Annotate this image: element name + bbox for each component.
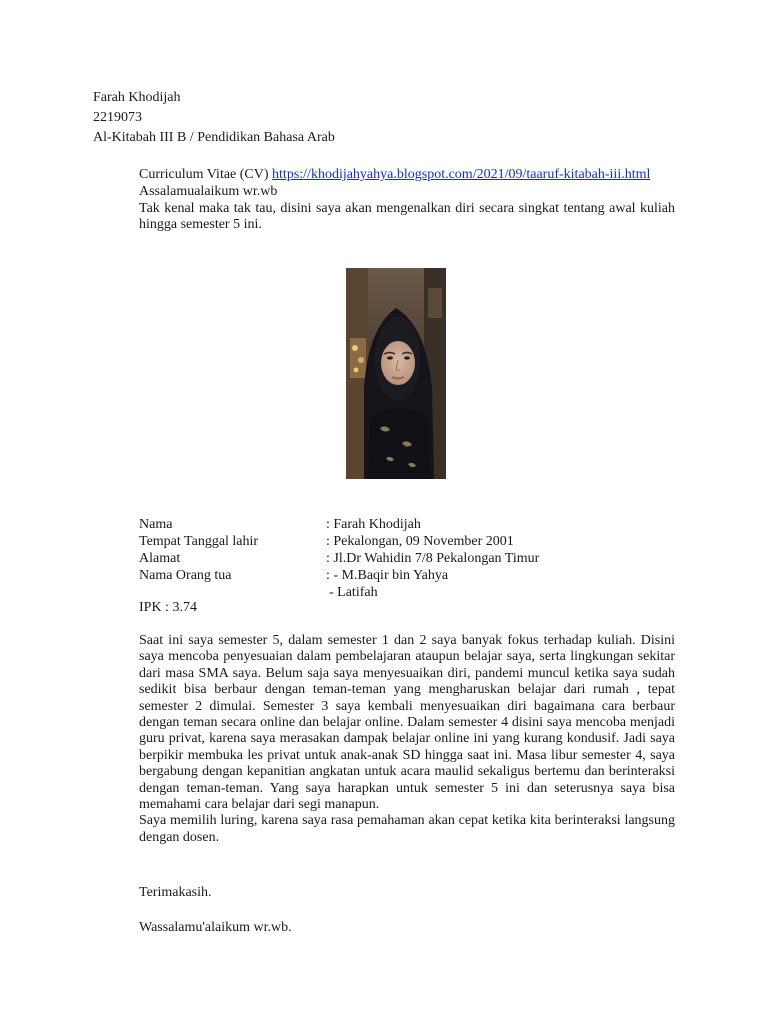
cv-line [139,167,675,184]
profile-table [139,516,675,601]
author-name: Farah Khodijah [93,90,181,105]
story-section [139,633,675,846]
profile-label: Nama [139,517,173,532]
intro-section [139,167,675,234]
profile-row-parents [139,567,675,584]
opening-paragraph: Tak kenal maka tak tau, disini saya akan mengenalkan diri secara singkat tentang awal kuliah hingga semester 5 ini. [139,200,675,233]
author-header [93,88,335,148]
ipk-score: IPK : 3.74 [139,600,197,615]
closing-section [139,884,292,936]
parent-second: - Latifah [329,585,378,600]
profile-label: Alamat [139,551,181,566]
profile-value: : Farah Khodijah [326,517,421,532]
farewell-text: Wassalamu'alaikum wr.wb. [139,920,292,935]
greeting: Assalamualaikum wr.wb [139,183,278,199]
profile-value: : - M.Baqir bin Yahya [326,568,449,583]
cv-link[interactable]: https://khodijahyahya.blogspot.com/2021/09/taaruf-kitabah-iii.html [272,167,651,182]
profile-row-name [139,516,675,533]
profile-value: : Pekalongan, 09 November 2001 [326,534,514,549]
profile-photo [346,268,446,479]
student-id: 2219073 [93,110,142,125]
profile-label: Tempat Tanggal lahir [139,534,259,549]
class-program: Al-Kitabah III B / Pendidikan Bahasa Arab [93,130,335,145]
profile-row-birth [139,533,675,550]
thanks-text: Terimakasih. [139,885,212,900]
story-paragraph-1: Saat ini saya semester 5, dalam semester 1 dan 2 saya banyak fokus terhadap kuliah. Disini saya mencoba penyesuaian dalam pembelajaran ataupun belajar saya, serta lingkungan sekitar dari masa SMA saya. Belum saja saya menyesuaikan diri, pandemi muncul ketika saya sudah sedikit bisa berbaur dengan teman-teman yang mengharuskan belajar dari rumah , tepat semester 2 dimulai. Semester 3 saya kembali menyesuaikan diri bagaimana cara berbaur dengan teman secara online dan belajar online. Dalam semester 4 disini saya mencoba menjadi guru privat, karena saya merasakan dampak belajar online ini yang kurang kondusif. Jadi saya berpikir membuka les privat untuk anak-anak SD hingga saat ini. Masa libur semester 4, saya bergabung dengan kepanitian angkatan untuk acara maulid sekaligus bertemu dan berinteraksi dengan teman-teman. Yang saya harapkan untuk semester 5 ini dan seterusnya saya bisa memahami cara belajar dari segi manapun. [139,633,675,813]
story-paragraph-2: Saya memilih luring, karena saya rasa pemahaman akan cepat ketika kita berinteraksi langsung dengan dosen. [139,813,675,845]
profile-value: : Jl.Dr Wahidin 7/8 Pekalongan Timur [326,551,540,566]
spacer [139,901,292,919]
cv-label: Curriculum Vitae (CV) [139,167,273,182]
profile-row-address [139,550,675,567]
profile-label: Nama Orang tua [139,568,232,583]
